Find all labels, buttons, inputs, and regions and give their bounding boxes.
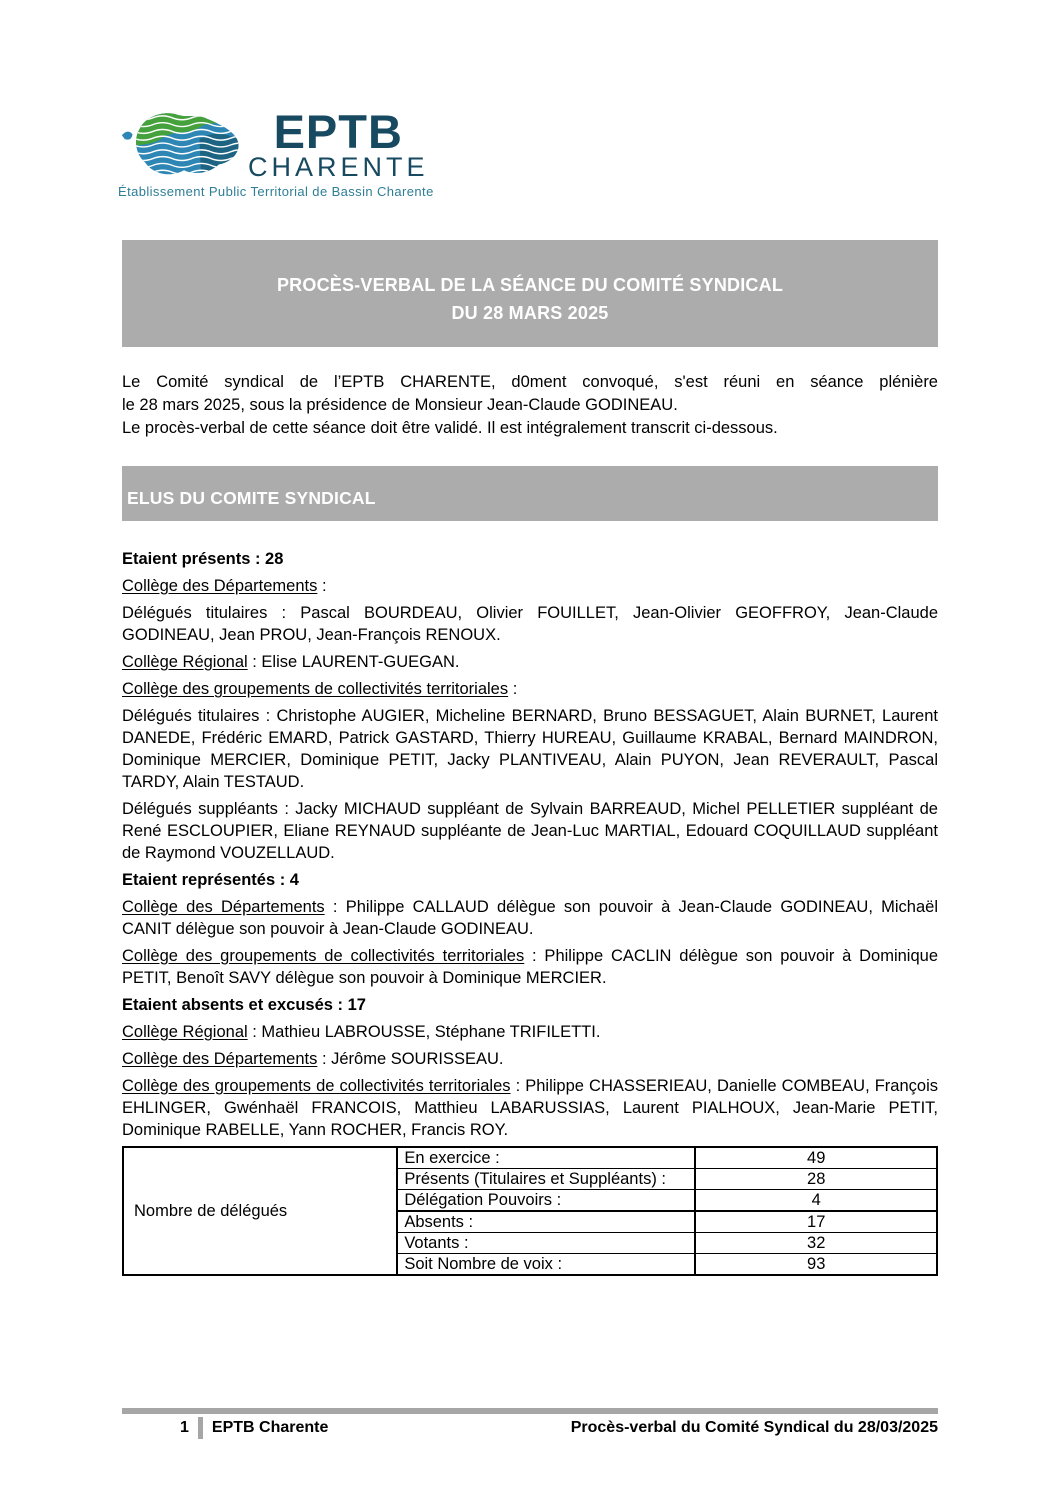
table-value-cell: 49	[695, 1147, 937, 1169]
body-paragraph: Collège des groupements de collectivités territoriales :	[122, 680, 518, 698]
body-paragraph: Délégués suppléants : Jacky MICHAUD suppléant de Sylvain BARREAUD, Michel PELLETIER suppléant de René ESCLOUPIER, Eliane REYNAUD suppléante de Jean-Luc MARTIAL, Edouard COQUILLAUD suppléant de Raymond VOUZELLAUD.	[122, 800, 938, 862]
footer-page-number: 1	[180, 1419, 189, 1436]
delegates-table-body	[123, 1147, 937, 1275]
college-lead-underlined: Collège des Départements	[122, 898, 325, 916]
table-value-cell: 17	[695, 1211, 937, 1233]
body-paragraph: Collège des Départements : Philippe CALLAUD délègue son pouvoir à Jean-Claude GODINEAU, Michaël CANIT délègue son pouvoir à Jean-Claude GODINEAU.	[122, 898, 938, 938]
college-lead-underlined: Collège Régional	[122, 653, 248, 671]
table-label-cell: Présents (Titulaires et Suppléants) :	[397, 1169, 695, 1190]
logo-acronym: EPTB	[273, 105, 403, 158]
footer-org-name: EPTB Charente	[211, 1419, 329, 1436]
logo-tagline: Établissement Public Territorial de Bassin Charente	[118, 184, 434, 199]
college-lead-underlined: Collège des groupements de collectivités territoriales	[122, 1077, 511, 1095]
table-label-cell: Soit Nombre de voix :	[397, 1254, 695, 1276]
page-footer	[122, 1416, 938, 1440]
body-paragraph: Collège Régional : Mathieu LABROUSSE, Stéphane TRIFILETTI.	[122, 1023, 601, 1041]
logo-name: CHARENTE	[248, 152, 429, 182]
title-line-2: DU 28 MARS 2025	[451, 303, 609, 323]
intro-line: le 28 mars 2025, sous la présidence de Monsieur Jean-Claude GODINEAU.	[122, 396, 678, 414]
title-line-1: PROCÈS-VERBAL DE LA SÉANCE DU COMITÉ SYNDICAL	[276, 275, 784, 295]
body-paragraph: Collège des groupements de collectivités territoriales : Philippe CHASSERIEAU, Danielle COMBEAU, François EHLINGER, Gwénhaël FRANCOIS, Matthieu LABARUSSIAS, Laurent PIALHOUX, Jean-Marie PETIT, Dominique RABELLE, Yann ROCHER, Francis ROY.	[122, 1077, 938, 1139]
body-paragraph: Collège des groupements de collectivités territoriales : Philippe CACLIN délègue son pouvoir à Dominique PETIT, Benoît SAVY délègue son pouvoir à Dominique MERCIER.	[122, 947, 938, 987]
eptb-logo	[118, 106, 429, 184]
body-paragraph: Collège Régional : Elise LAURENT-GUEGAN.	[122, 653, 460, 671]
body-paragraph: Etaient présents : 28	[122, 550, 284, 568]
table-value-cell: 28	[695, 1169, 937, 1190]
college-lead-underlined: Collège des Départements	[122, 1050, 318, 1068]
basin-map-icon	[118, 106, 246, 184]
body-paragraph: Délégués titulaires : Christophe AUGIER, Micheline BERNARD, Bruno BESSAGUET, Alain BURNET, Laurent DANEDE, Frédéric EMARD, Patrick GASTARD, Thierry HUREAU, Guillaume KRABAL, Bernard MAINDRON, Dominique MERCIER, Dominique PETIT, Jacky PLANTIVEAU, Alain PUYON, Jean REVERAULT, Pascal TARDY, Alain TESTAUD.	[122, 707, 938, 791]
table-row-header: Nombre de délégués	[123, 1147, 397, 1275]
body-paragraph: Délégués titulaires : Pascal BOURDEAU, Olivier FOUILLET, Jean-Olivier GEOFFROY, Jean-Claude GODINEAU, Jean PROU, Jean-François RENOUX.	[122, 604, 938, 644]
table-label-cell: Absents :	[397, 1211, 695, 1233]
body-paragraph: Etaient absents et excusés : 17	[122, 996, 366, 1014]
table-label-cell: En exercice :	[397, 1147, 695, 1169]
table-value-cell: 4	[695, 1190, 937, 1212]
body-paragraph: Collège des Départements :	[122, 577, 327, 595]
table-label-cell: Votants :	[397, 1233, 695, 1254]
intro-line: Le Comité syndical de l’EPTB CHARENTE, d0ment convoqué, s'est réuni en séance plénière	[122, 373, 938, 391]
body-paragraph: Etaient représentés : 4	[122, 871, 299, 889]
section-header-label: ELUS DU COMITE SYNDICAL	[127, 488, 376, 508]
table-label-cell: Délégation Pouvoirs :	[397, 1190, 695, 1212]
footer-rule	[122, 1408, 938, 1414]
logo-wordmark	[248, 105, 429, 182]
footer-document-reference: Procès-verbal du Comité Syndical du 28/03/2025	[570, 1419, 938, 1436]
intro-line: Le procès-verbal de cette séance doit être validé. Il est intégralement transcrit ci-dessous.	[122, 419, 778, 437]
body-paragraphs	[122, 548, 938, 1146]
body-paragraph: Collège des Départements : Jérôme SOURISSEAU.	[122, 1050, 504, 1068]
table-value-cell: 32	[695, 1233, 937, 1254]
college-lead-underlined: Collège des groupements de collectivités territoriales	[122, 947, 525, 965]
delegates-count-table	[122, 1146, 938, 1276]
intro-paragraph	[122, 371, 938, 440]
college-lead-underlined: Collège des Départements	[122, 577, 318, 595]
college-lead-underlined: Collège des groupements de collectivités territoriales	[122, 680, 509, 698]
section-header-elus	[122, 466, 938, 521]
footer-separator	[198, 1417, 203, 1439]
college-lead-underlined: Collège Régional	[122, 1023, 248, 1041]
table-row	[123, 1147, 937, 1169]
document-title-block	[122, 240, 938, 347]
table-value-cell: 93	[695, 1254, 937, 1276]
